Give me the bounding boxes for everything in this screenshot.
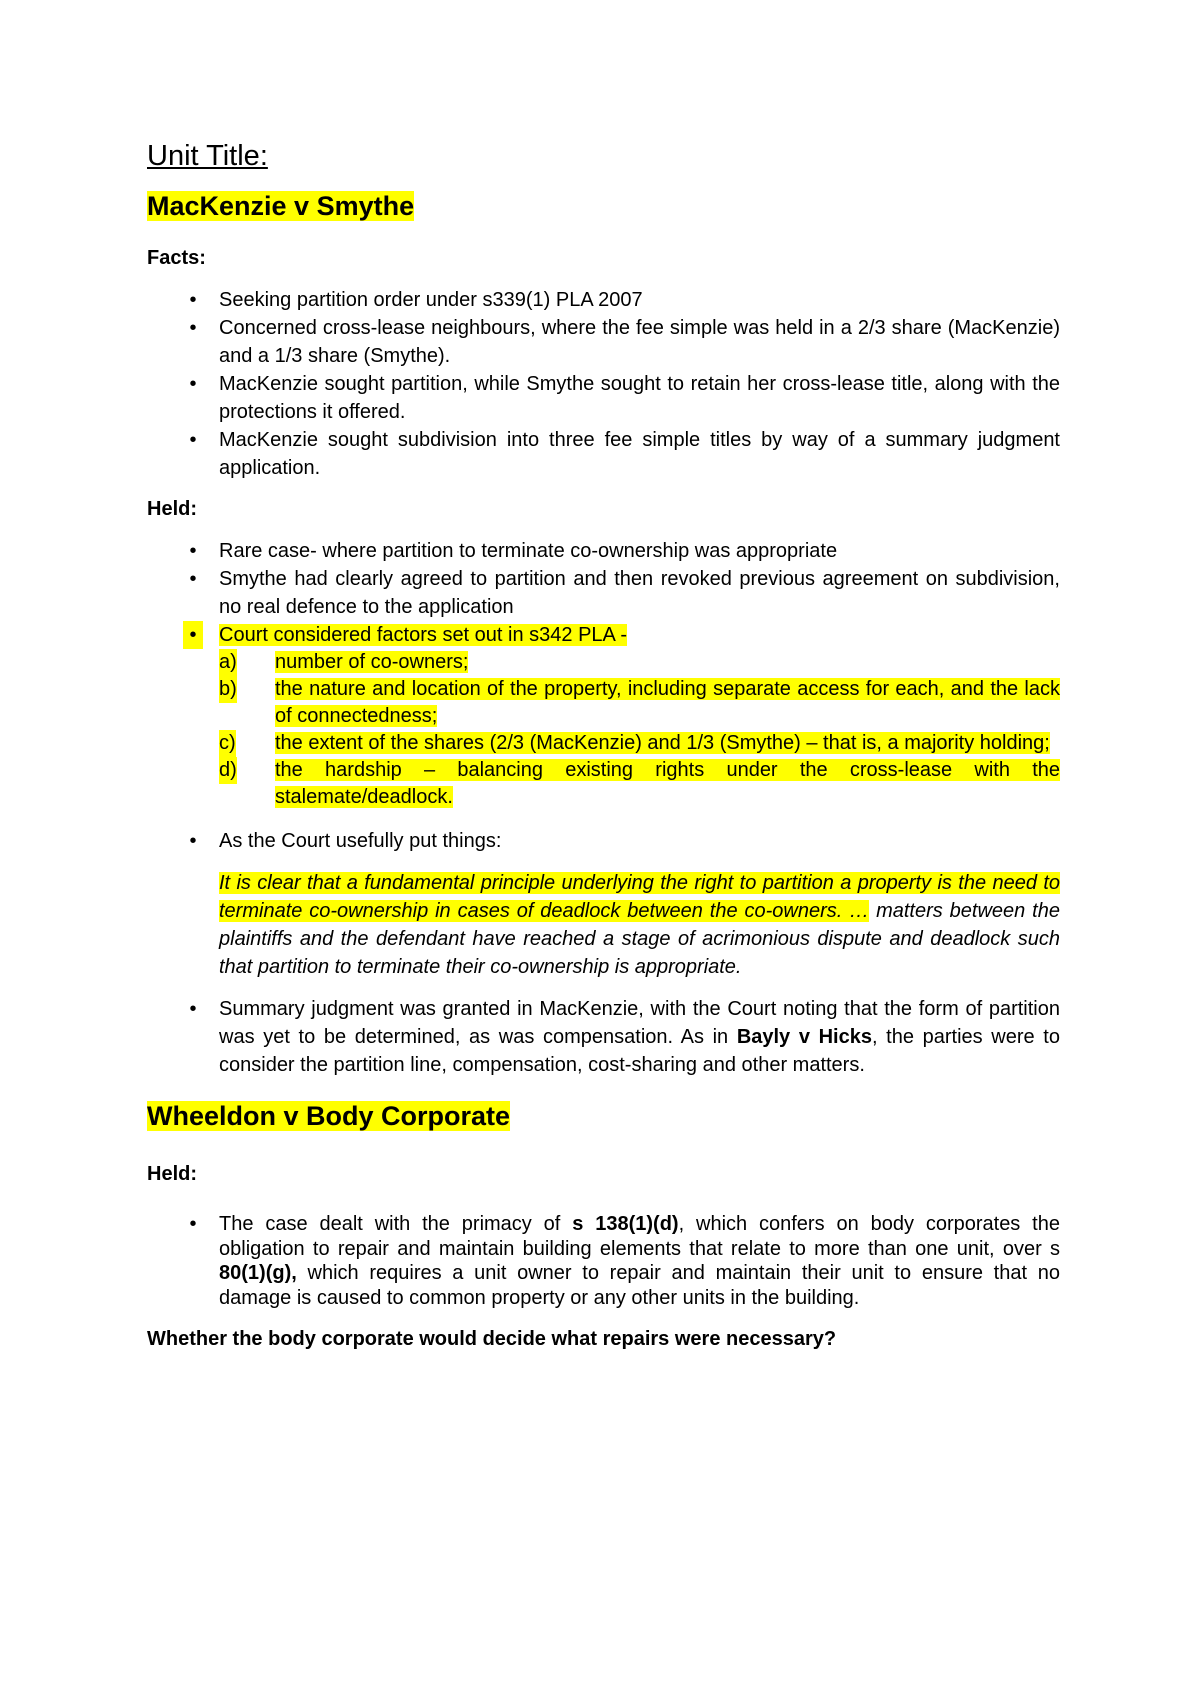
bullet-icon: • — [189, 429, 197, 451]
bullet-icon: • — [189, 830, 197, 852]
bullet-icon: • — [189, 540, 197, 562]
list-item: • Court considered factors set out in s342 PLA - a) number of co-owners; b) the nature and location of the property, including separate access for each, and the lack of connectedness; c) the extent of the shares (2/3 (MacKenzie) and 1/3 (Smythe) – that is, a majority holding; d) the hardship – balancing existing rights under the cross-lease with the stalemate/deadlock. — [147, 621, 1060, 811]
list-item: a) number of co-owners; — [219, 649, 1060, 676]
bullet-icon: • — [189, 998, 197, 1020]
list-item: • Seeking partition order under s339(1) PLA 2007 — [147, 286, 1060, 314]
held-list-final — [147, 995, 1060, 1079]
factors-list — [219, 649, 1060, 811]
case-heading-mackenzie: MacKenzie v Smythe — [147, 191, 415, 221]
list-item: • Concerned cross-lease neighbours, where the fee simple was held in a 2/3 share (MacKenzie) and a 1/3 share (Smythe). — [147, 314, 1060, 370]
bullet-icon: • — [189, 289, 197, 311]
bullet-icon: • — [189, 568, 197, 590]
held-label-2: Held: — [147, 1163, 197, 1185]
list-item: • Smythe had clearly agreed to partition and then revoked previous agreement on subdivision, no real defence to the application — [147, 565, 1060, 621]
court-quote: It is clear that a fundamental principle underlying the right to partition a property is the need to terminate co-ownership in cases of deadlock between the co-owners. … matters between the plaintiffs and the defendant have reached a stage of acrimonious dispute and deadlock such that partition to terminate their co-ownership is appropriate. — [219, 872, 1060, 978]
unit-title: Unit Title: — [147, 140, 268, 172]
list-item: • MacKenzie sought subdivision into three fee simple titles by way of a summary judgment application. — [147, 426, 1060, 482]
held-list-continued — [147, 827, 1060, 855]
facts-label: Facts: — [147, 247, 206, 269]
facts-list — [147, 286, 1060, 482]
list-item: • The case dealt with the primacy of s 138(1)(d), which confers on body corporates the obligation to repair and maintain building elements that relate to more than one unit, over s 80(1)(g), which requires a unit owner to repair and maintain their unit to ensure that no damage is caused to common property or any other units in the building. — [147, 1212, 1060, 1310]
bullet-icon: • — [189, 373, 197, 395]
bullet-icon: • — [189, 1213, 197, 1235]
case-heading-wheeldon: Wheeldon v Body Corporate — [147, 1101, 511, 1131]
list-item: c) the extent of the shares (2/3 (MacKenzie) and 1/3 (Smythe) – that is, a majority holding; — [219, 730, 1060, 757]
list-item: b) the nature and location of the property, including separate access for each, and the lack of connectedness; — [219, 678, 1060, 727]
case-reference: Bayly v Hicks — [736, 1026, 872, 1048]
list-item: d) the hardship – balancing existing rights under the cross-lease with the stalemate/deadlock. — [219, 759, 1060, 808]
bullet-icon: • — [183, 621, 203, 649]
issue-question: Whether the body corporate would decide what repairs were necessary? — [147, 1328, 837, 1350]
list-item: • Summary judgment was granted in MacKenzie, with the Court noting that the form of partition was yet to be determined, as was compensation. As in Bayly v Hicks, the parties were to consider the partition line, compensation, cost-sharing and other matters. — [147, 995, 1060, 1079]
section-reference: s 138(1)(d) — [572, 1213, 679, 1235]
list-item: • MacKenzie sought partition, while Smythe sought to retain her cross-lease title, along with the protections it offered. — [147, 370, 1060, 426]
list-item: • Rare case- where partition to terminate co-ownership was appropriate — [147, 537, 1060, 565]
held-list — [147, 537, 1060, 811]
held-label: Held: — [147, 498, 197, 520]
wheeldon-held-list — [147, 1212, 1060, 1310]
list-item: • As the Court usefully put things: — [147, 827, 1060, 855]
document-page — [147, 140, 1060, 1351]
bullet-icon: • — [189, 317, 197, 339]
section-reference: 80(1)(g), — [219, 1262, 297, 1284]
